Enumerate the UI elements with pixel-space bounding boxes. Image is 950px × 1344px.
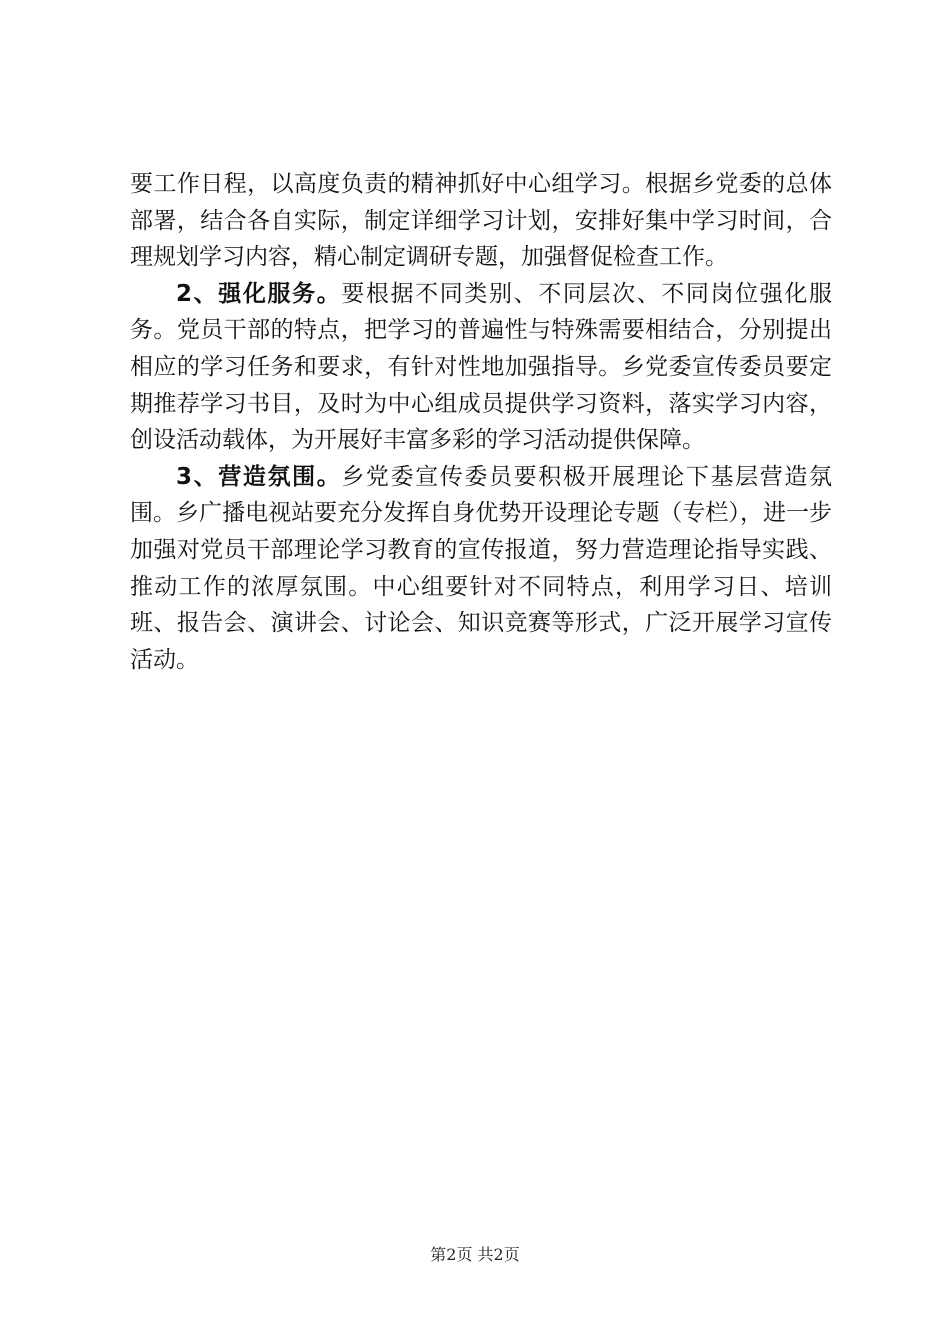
paragraph-create-atmosphere [130, 459, 832, 679]
paragraph-heading: 2、强化服务。 [176, 280, 342, 307]
paragraph-strengthen-service [130, 276, 832, 459]
page-number-label: 第2页 共2页 [430, 1245, 520, 1264]
document-body [130, 166, 832, 678]
page-footer [0, 1245, 950, 1265]
paragraph-continuation [130, 166, 832, 276]
paragraph-text: 要根据不同类别、不同层次、不同岗位强化服务。党员干部的特点，把学习的普遍性与特殊需要相结合，分别提出相应的学习任务和要求，有针对性地加强指导。乡党委宣传委员要定期推荐学习书目，及时为中心组成员提供学习资料，落实学习内容，创设活动载体，为开展好丰富多彩的学习活动提供保障。 [130, 280, 832, 454]
paragraph-text: 乡党委宣传委员要积极开展理论下基层营造氛围。乡广播电视站要充分发挥自身优势开设理论专题（专栏），进一步加强对党员干部理论学习教育的宣传报道，努力营造理论指导实践、推动工作的浓厚氛围。中心组要针对不同特点，利用学习日、培训班、报告会、演讲会、讨论会、知识竞赛等形式，广泛开展学习宣传活动。 [130, 463, 832, 673]
paragraph-heading: 3、营造氛围。 [176, 463, 342, 490]
paragraph-text: 要工作日程，以高度负责的精神抓好中心组学习。根据乡党委的总体部署，结合各自实际，制定详细学习计划，安排好集中学习时间，合理规划学习内容，精心制定调研专题，加强督促检查工作。 [130, 171, 832, 271]
